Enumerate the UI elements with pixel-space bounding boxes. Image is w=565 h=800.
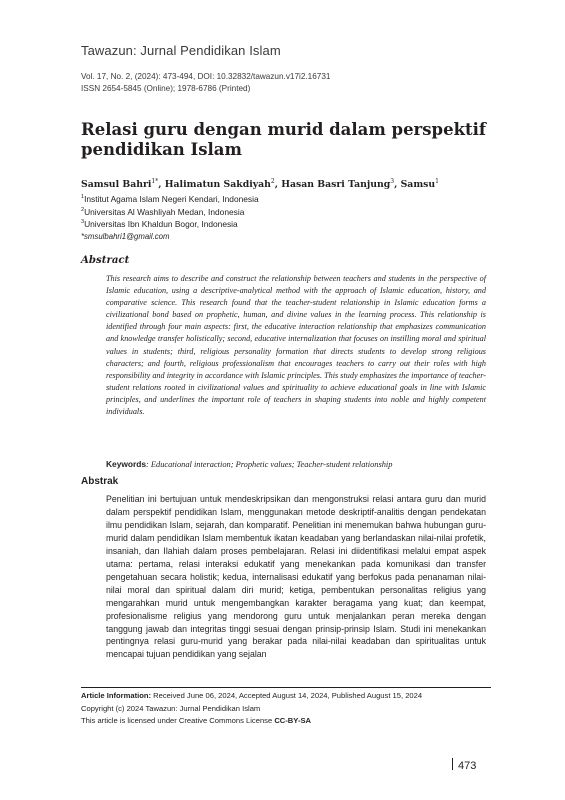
license-link[interactable]: CC-BY-SA	[274, 716, 312, 725]
footer-divider	[81, 687, 491, 688]
author-name: Samsu	[400, 179, 436, 191]
page-number-divider	[452, 758, 453, 770]
volume-doi-line: Vol. 17, No. 2, (2024): 473-494, DOI: 10.32832/tawazun.v17i2.16731	[81, 72, 331, 81]
article-information	[81, 691, 422, 700]
author-superscript: 3	[390, 178, 395, 185]
abstrak-heading: Abstrak	[81, 476, 119, 487]
paper-title: Relasi guru dengan murid dalam perspektif pendidikan Islam	[81, 120, 486, 159]
author-name: Halimatun Sakdiyah	[164, 179, 271, 191]
author-list: Samsul Bahri$^{1*}$, Halimatun Sakdiyah$^2$, Hasan Basri Tanjung$^3$, Samsu$^1$	[81, 178, 439, 191]
keywords-line	[106, 459, 392, 469]
abstrak-indonesian-text: Penelitian ini bertujuan untuk mendeskripsikan dan mengonstruksi relasi antara guru dan murid dalam perspektif pendidikan Islam, menggunakan metode deskriptif-analitis dengan pendekatan ilmu pendidikan Islam, sejarah, dan komparatif. Penelitian ini menemukan bahwa hubungan guru-murid dalam pendidikan Islam membentuk ikatan keadaban yang berlandaskan nilai-nilai profetik, insaniah, dan Ilahiah dalam proses pembelajaran. Relasi ini diidentifikasi melalui empat aspek utama: pertama, relasi interaksi edukatif yang menekankan pada komunikasi dan transfer pengetahuan secara holistik; kedua, internalisasi edukatif yang berfokus pada penanaman nilai-nilai moral dan spiritual dalam diri murid; ketiga, pembentukan personalitas religius yang mengarahkan murid untuk mengembangkan karakter beragama yang kuat; dan keempat, profesionalisme religius yang mendorong guru untuk menjalankan peran mereka dengan tanggung jawab dan integritas tinggi sesuai dengan prinsip-prinsip Islam. Studi ini menekankan pentingnya relasi guru-murid yang berakar pada nilai-nilai keadaban dan spiritualitas untuk mencapai tujuan pendidikan yang sejalan	[106, 494, 486, 660]
affiliation: $^1$Institut Agama Islam Negeri Kendari, Indonesia	[81, 194, 259, 204]
affiliation: $^2$Universitas Al Washliyah Medan, Indonesia	[81, 207, 245, 217]
keywords-text: : Educational interaction; Prophetic values; Teacher-student relationship	[146, 460, 393, 469]
page-number: 473	[452, 758, 476, 772]
article-dates: Received June 06, 2024, Accepted August 14, 2024, Published August 15, 2024	[151, 691, 423, 700]
author-name: Hasan Basri Tanjung	[281, 179, 391, 191]
journal-name: Tawazun: Jurnal Pendidikan Islam	[81, 43, 281, 58]
abstract-heading: Abstract	[81, 254, 130, 266]
affiliation: $^3$Universitas Ibn Khaldun Bogor, Indonesia	[81, 219, 238, 229]
author-superscript: 1	[435, 178, 439, 185]
author-superscript: 1*	[151, 178, 159, 185]
author-name: Samsul Bahri	[81, 179, 152, 191]
copyright-line: Copyright (c) 2024 Tawazun: Jurnal Pendidikan Islam	[81, 704, 261, 713]
keywords-label: Keywords	[106, 459, 147, 469]
corresponding-email[interactable]: *smsulbahri1@gmail.com	[81, 232, 170, 241]
issn-line: ISSN 2654-5845 (Online); 1978-6786 (Printed)	[81, 84, 251, 93]
author-superscript: 2	[270, 178, 275, 185]
abstract-english-text: This research aims to describe and construct the relationship between teachers and students in the perspective of Islamic education, using a descriptive-analytical method with the approach of Islamic education, history, and comparative science. This research found that the teacher-student relationship in Islamic education forms a civilizational bond based on prophetic, human, and divine values in the learning process. This relationship is identified through four main aspects: first, the educative interaction relationship that emphasizes communication and knowledge transfer holistically; second, educative internalization that focuses on instilling moral and spiritual values in students; third, religious personality formation that directs students to develop strong religious characters; and fourth, religious professionalism that encourages teachers to carry out their roles with high responsibility and integrity in accordance with Islamic principles. This study emphasizes the importance of teacher-student relations rooted in civilizational values and spirituality to achieve educational goals in line with Islamic principles, and underlines the important role of teachers in shaping students into noble and highly competent individuals.	[106, 274, 486, 417]
license-line: This article is licensed under Creative Commons License CC-BY-SA	[81, 716, 312, 725]
article-info-label: Article Information:	[81, 691, 152, 700]
